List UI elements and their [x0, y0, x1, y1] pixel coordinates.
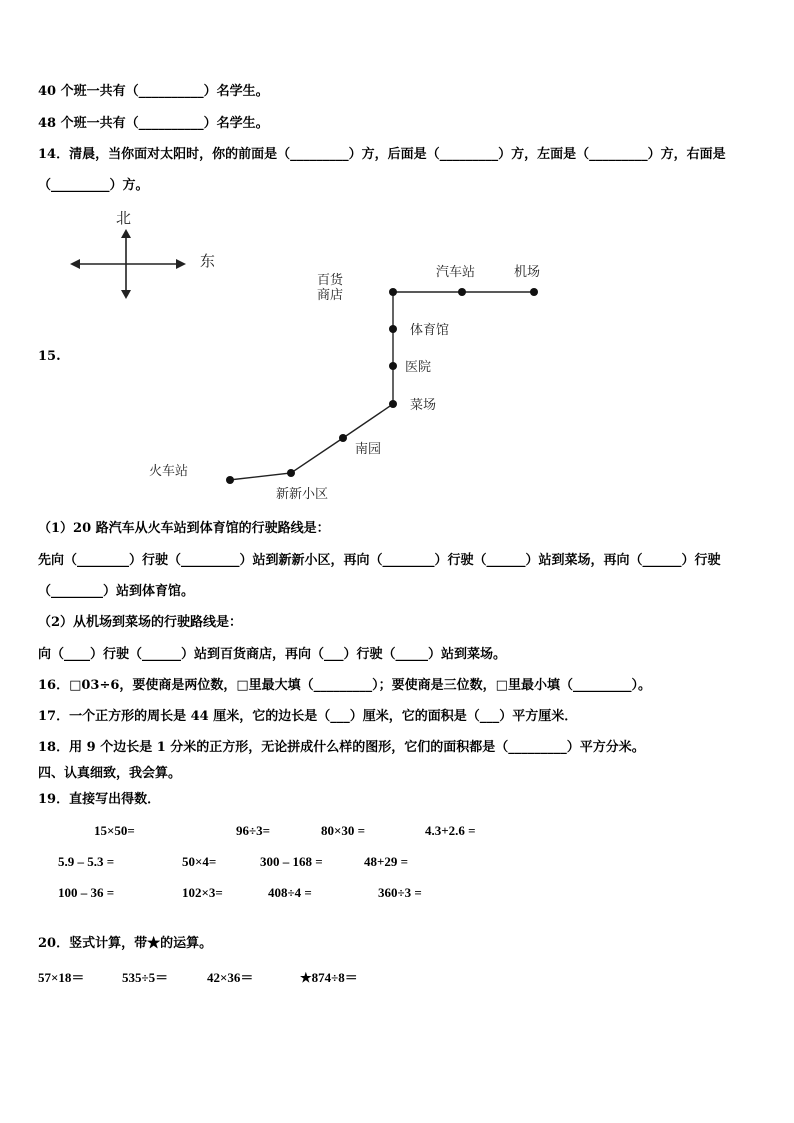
q14-line-1: 14．清晨，当你面对太阳时，你的前面是（_________）方，后面是（_________）方，左面是（_________）方，右面是 — [38, 147, 726, 162]
q19-item: 48+29 = — [364, 854, 409, 869]
label-hospital: 医院 — [405, 360, 432, 375]
label-airport: 机场 — [514, 265, 541, 280]
q18-line: 18．用 9 个边长是 1 分米的正方形，无论拼成什么样的图形，它们的面积都是（_________）平方分米。 — [38, 740, 645, 755]
q20-item: 535÷5＝ — [122, 970, 169, 985]
label-market: 菜场 — [410, 398, 437, 413]
label-train-station: 火车站 — [149, 464, 189, 479]
stop-department-store — [389, 288, 397, 296]
stop-xinxin — [287, 469, 295, 477]
q20-heading: 20．竖式计算，带★的运算。 — [38, 936, 213, 951]
east-arrow-icon — [176, 259, 186, 269]
q15-part2-line: 向（____）行驶（______）站到百货商店，再向（___）行驶（_____）站到菜场。 — [38, 647, 507, 662]
q19-item: 360÷3 = — [378, 885, 422, 900]
q16-line: 16．□03÷6，要使商是两位数，□里最大填（_________）；要使商是三位数，□里最小填（_________）。 — [38, 678, 651, 693]
q15-part1-line-a: 先向（________）行驶（_________）站到新新小区，再向（________）行驶（______）站到菜场，再向（______）行驶 — [38, 553, 721, 568]
label-stadium: 体育馆 — [410, 323, 450, 338]
q14-line-2: （_________）方。 — [38, 178, 149, 193]
q15-part2-heading: （2）从机场到菜场的行驶路线是： — [38, 615, 243, 630]
stop-bus-station — [458, 288, 466, 296]
stop-stadium — [389, 325, 397, 333]
label-xinxin: 新新小区 — [276, 487, 329, 502]
q13-line-b: 48 个班一共有（__________）名学生。 — [38, 116, 269, 131]
q15-number: 15. — [38, 349, 61, 364]
stop-airport — [530, 288, 538, 296]
q15-part1-line-b: （________）站到体育馆。 — [38, 584, 195, 599]
q19-item: 300 – 168 = — [260, 854, 323, 869]
q19-heading: 19．直接写出得数． — [38, 792, 161, 807]
q20-item: 57×18＝ — [38, 970, 85, 985]
q19-item: 96÷3= — [236, 823, 271, 838]
q13-line-a: 40 个班一共有（__________）名学生。 — [38, 84, 269, 99]
q19-item: 408÷4 = — [268, 885, 312, 900]
q19-item: 100 – 36 = — [58, 885, 115, 900]
q19-item: 4.3+2.6 = — [425, 823, 476, 838]
compass-east-label: 东 — [200, 252, 216, 270]
compass — [70, 209, 215, 299]
route-map — [0, 0, 794, 520]
label-bus-station: 汽车站 — [436, 265, 476, 280]
q19-item: 102×3= — [182, 885, 223, 900]
label-nanyuan: 南园 — [355, 442, 382, 457]
q19-item: 15×50= — [94, 823, 135, 838]
q20-item: ★874÷8＝ — [300, 970, 358, 985]
label-department-store-1: 百货 — [317, 273, 344, 288]
stop-nanyuan — [339, 434, 347, 442]
stop-hospital — [389, 362, 397, 370]
compass-north-label: 北 — [116, 209, 132, 227]
stop-market — [389, 400, 397, 408]
q19-item: 5.9 – 5.3 = — [58, 854, 115, 869]
q19-item: 50×4= — [182, 854, 217, 869]
q15-part1-heading: （1）20 路汽车从火车站到体育馆的行驶路线是： — [38, 521, 330, 536]
label-department-store-2: 商店 — [317, 288, 344, 303]
q17-line: 17．一个正方形的周长是 44 厘米，它的边长是（___）厘米，它的面积是（___）平方厘米． — [38, 709, 578, 724]
north-arrow-icon — [121, 229, 131, 238]
section-four-heading: 四、认真细致，我会算。 — [38, 766, 182, 781]
q19-item: 80×30 = — [321, 823, 366, 838]
bus-route-line — [229, 292, 534, 480]
stop-train-station — [226, 476, 234, 484]
q20-item: 42×36＝ — [207, 970, 254, 985]
